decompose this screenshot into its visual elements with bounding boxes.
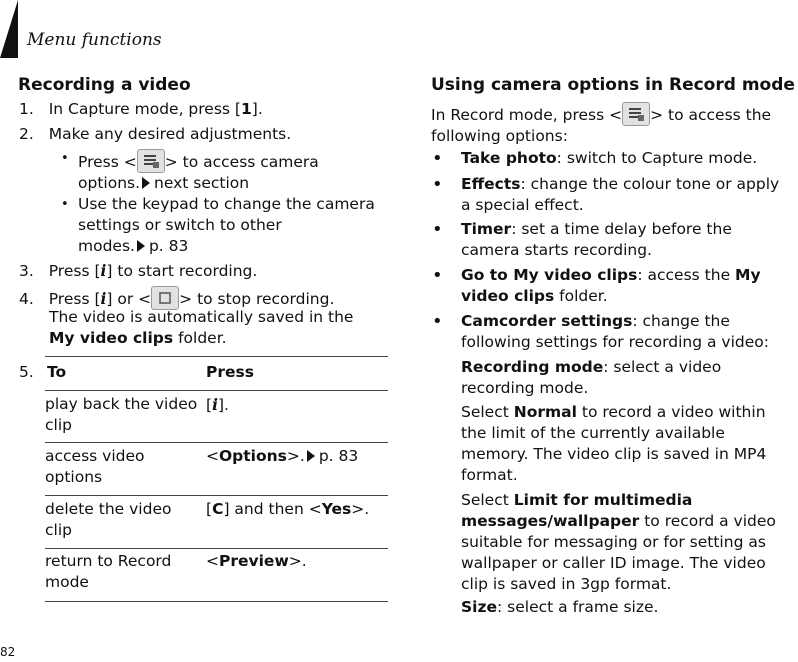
setting-limit	[461, 490, 776, 595]
step-text: Make any desired adjustments.	[48, 125, 292, 143]
table-row-press	[206, 551, 307, 572]
setting-name: Recording mode	[461, 358, 604, 376]
table-top-rule	[45, 356, 388, 357]
bullet-dot: •	[432, 219, 443, 240]
step-text-line2: The video is automatically saved in the	[49, 308, 354, 326]
arrow-icon	[307, 450, 315, 462]
menu-softkey-icon	[137, 149, 165, 173]
bullet-keypad	[78, 194, 375, 257]
setting-desc-line3: memory. The video clip is saved in MP4	[461, 445, 767, 463]
row-action-line2: options	[45, 468, 103, 486]
setting-desc: Select	[461, 491, 514, 509]
cross-reference: p. 83	[318, 447, 359, 465]
setting-desc-rest: to record a video within	[576, 403, 766, 421]
step-3	[19, 260, 257, 282]
setting-recording-mode	[461, 357, 721, 399]
step-2	[19, 124, 291, 145]
table-row-press	[206, 394, 229, 416]
setting-name: Limit for multimedia	[513, 491, 693, 509]
intro-line2: following options:	[431, 127, 568, 145]
option-desc-line2: folder.	[554, 287, 608, 305]
step-number: 2.	[19, 125, 34, 143]
camera-key-icon: i	[212, 395, 218, 414]
option-take-photo	[461, 148, 757, 169]
table-row-to	[45, 446, 145, 488]
page-number: 82	[0, 645, 16, 659]
col-header-to: To	[47, 363, 67, 381]
bullet-dot: •	[61, 151, 69, 166]
option-go-to-video-clips	[461, 265, 761, 307]
step-text: Press [	[48, 262, 101, 280]
intro-text	[431, 102, 771, 147]
setting-desc-line2: recording mode.	[461, 379, 589, 397]
press-text-end: >.	[351, 500, 370, 518]
option-desc: : set a time delay before the	[511, 220, 732, 238]
bullet-dot: •	[432, 174, 443, 195]
press-text: <	[206, 552, 219, 570]
setting-desc-line4: format.	[461, 466, 518, 484]
option-desc: : change the	[632, 312, 730, 330]
step-text-mid: ] or <	[106, 290, 152, 308]
option-desc: : change the colour tone or apply	[520, 175, 780, 193]
col-header-press: Press	[206, 363, 254, 381]
camera-key-icon: i	[100, 261, 107, 280]
bullet-text-line2: settings or switch to other	[78, 216, 282, 234]
bullet-dot: •	[432, 311, 443, 332]
step-1	[19, 99, 263, 120]
row-action: return to Record	[45, 552, 172, 570]
table-row-to	[45, 394, 197, 436]
option-desc: : switch to Capture mode.	[556, 149, 758, 167]
setting-desc: Select	[461, 403, 514, 421]
step-text: In Capture mode, press [	[48, 100, 241, 118]
bullet-text: Use the keypad to change the camera	[78, 195, 375, 213]
step-text-line3: folder.	[173, 329, 227, 347]
heading-recording-video: Recording a video	[18, 75, 191, 95]
press-text-mid: ] and then <	[223, 500, 322, 518]
table-row-press	[206, 446, 358, 467]
section-title: Menu functions	[27, 30, 162, 50]
press-text: <	[206, 447, 219, 465]
option-effects	[461, 174, 779, 216]
setting-name: Normal	[513, 403, 577, 421]
setting-desc-line5: clip is saved in 3gp format.	[461, 575, 672, 593]
softkey-label: Preview	[219, 552, 289, 570]
option-name: Go to My video clips	[461, 266, 638, 284]
table-row-to	[45, 499, 171, 541]
setting-desc-rest: to record a video	[639, 512, 776, 530]
row-action: access video	[45, 447, 145, 465]
bullet-press-menu	[78, 149, 319, 194]
option-desc-line2: camera starts recording.	[461, 241, 652, 259]
step-number: 1.	[19, 100, 34, 118]
setting-size	[461, 597, 658, 618]
row-action-line2: clip	[45, 521, 72, 539]
header-bar	[0, 0, 18, 58]
bullet-text-line2: options.	[78, 174, 141, 192]
key-label: C	[212, 500, 224, 518]
row-action-line2: mode	[45, 573, 89, 591]
folder-name-line2: video clips	[461, 287, 555, 305]
option-desc: : access the	[637, 266, 736, 284]
step-number: 4.	[19, 290, 34, 308]
option-name: Timer	[461, 220, 512, 238]
cross-reference: p. 83	[148, 237, 189, 255]
bullet-text: Press <	[78, 153, 137, 171]
option-desc-line2: following settings for recording a video:	[461, 333, 769, 351]
row-action: delete the video	[45, 500, 172, 518]
bullet-dot: •	[432, 148, 443, 169]
press-text-end: >.	[286, 447, 305, 465]
setting-name-line2: messages/wallpaper	[461, 512, 640, 530]
option-timer	[461, 219, 732, 261]
table-row-to	[45, 551, 171, 593]
press-text-end: ].	[217, 396, 229, 414]
softkey-label: Options	[219, 447, 287, 465]
step-number: 3.	[19, 262, 34, 280]
setting-desc-line4: wallpaper or caller ID image. The video	[461, 554, 766, 572]
step-text-end: > to stop recording.	[179, 290, 335, 308]
table-bottom-rule	[45, 601, 388, 602]
key-label: 1	[240, 100, 252, 118]
option-name: Take photo	[461, 149, 557, 167]
folder-name: My	[735, 266, 761, 284]
camera-key-icon: i	[100, 289, 107, 308]
row-action-line2: clip	[45, 416, 72, 434]
softkey-label: Yes	[321, 500, 352, 518]
menu-softkey-icon	[622, 102, 650, 126]
press-text: [	[206, 500, 213, 518]
bullet-text-end: > to access camera	[164, 153, 319, 171]
intro-line1-end: > to access the	[650, 106, 772, 124]
folder-name: My video clips	[49, 329, 174, 347]
arrow-icon	[142, 177, 150, 189]
table-row-rule	[45, 548, 388, 549]
press-text-end: >.	[288, 552, 307, 570]
bullet-dot: •	[61, 197, 69, 212]
setting-normal	[461, 402, 766, 486]
setting-desc-line2: the limit of the currently available	[461, 424, 725, 442]
step-4-continued	[49, 307, 353, 349]
intro-line1: In Record mode, press <	[431, 106, 623, 124]
table-row-rule	[45, 442, 388, 443]
option-camcorder-settings	[461, 311, 769, 353]
bullet-text-line3: modes.	[78, 237, 135, 255]
cross-reference: next section	[154, 174, 250, 192]
table-row-rule	[45, 495, 388, 496]
step-5-number: 5.	[19, 363, 34, 381]
setting-desc: : select a video	[603, 358, 722, 376]
setting-desc: : select a frame size.	[497, 598, 659, 616]
step-text-end: ] to start recording.	[106, 262, 258, 280]
option-name: Effects	[461, 175, 521, 193]
press-text: [	[206, 396, 213, 414]
setting-name: Size	[461, 598, 498, 616]
setting-desc-line3: suitable for messaging or for setting as	[461, 533, 766, 551]
step-text-end: ].	[251, 100, 263, 118]
option-name: Camcorder settings	[461, 312, 633, 330]
option-desc-line2: a special effect.	[461, 196, 584, 214]
heading-camera-options: Using camera options in Record mode	[431, 75, 795, 95]
arrow-icon	[137, 240, 145, 252]
table-header-rule	[45, 390, 388, 391]
row-action: play back the video	[45, 395, 198, 413]
bullet-dot: •	[432, 265, 443, 286]
table-row-press	[206, 499, 369, 520]
step-text: Press [	[48, 290, 101, 308]
